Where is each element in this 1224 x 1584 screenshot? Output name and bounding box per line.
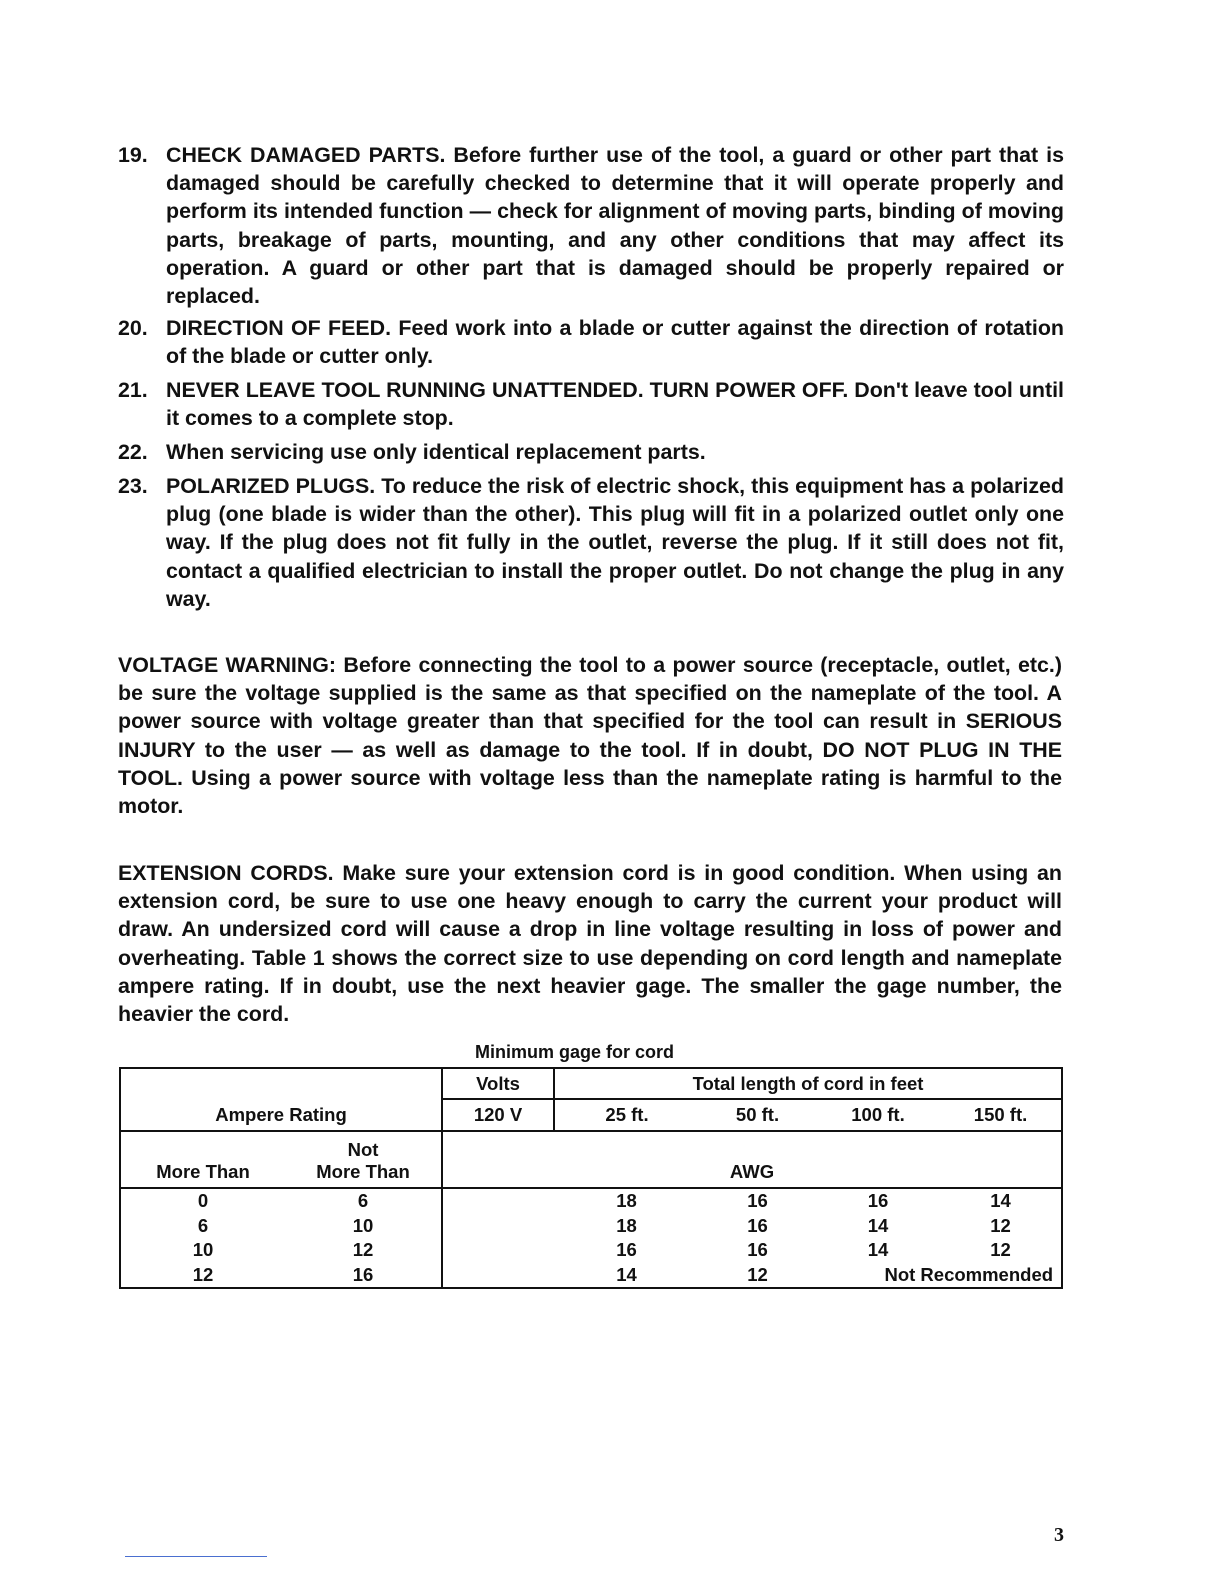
page-number: 3: [1054, 1524, 1064, 1546]
row-gage-100: 14: [867, 1214, 889, 1236]
not-more-than-line2: More Than: [316, 1161, 410, 1182]
item-text: DIRECTION OF FEED. Feed work into a blade or cutter against the direction of rotation of the blade or cutter only.: [166, 316, 1064, 369]
row-gage-25: 14: [554, 1263, 699, 1289]
safety-item-19: [118, 141, 1064, 310]
item-number: 20.: [118, 316, 148, 340]
ampere-rating-header: Ampere Rating: [120, 1099, 442, 1131]
row-gage-100: 14: [867, 1239, 889, 1261]
length-50ft: 50 ft.: [699, 1099, 816, 1131]
row-gage-25: 18: [616, 1190, 637, 1212]
safety-item-21: [118, 376, 1064, 432]
row-gage-150: 12: [940, 1214, 1062, 1239]
voltage-warning-paragraph: VOLTAGE WARNING: Before connecting the tool to a power source (receptacle, outlet, etc.) be sure the voltage supplied is the same as that specified on the nameplate of the tool. A power source with voltage greater than that specified for the tool can result in SERIOUS INJURY to the user — as well as damage to the tool. If in doubt, DO NOT PLUG IN THE TOOL. Using a power source with voltage less than the nameplate rating is harmful to the motor.: [118, 653, 1062, 819]
length-header: Total length of cord in feet: [554, 1068, 1062, 1099]
more-than-header: More Than: [120, 1131, 285, 1188]
length-25ft: 25 ft.: [554, 1099, 699, 1131]
not-more-than-line1: Not: [347, 1139, 379, 1160]
item-text: CHECK DAMAGED PARTS. Before further use of the tool, a guard or other part that is damaged should be carefully checked to determine that it will operate properly and perform its intended function — check for alignment of moving parts, binding of moving parts, breakage of parts, mounting, and any other conditions that may affect its operation. A guard or other part that is damaged should be properly repaired or replaced.: [166, 143, 1064, 309]
row-gage-25: 16: [616, 1239, 637, 1261]
footer-rule: [125, 1556, 267, 1557]
item-text: NEVER LEAVE TOOL RUNNING UNATTENDED. TURN POWER OFF. Don't leave tool until it comes to a complete stop.: [166, 378, 1064, 431]
row-gage-50: 16: [747, 1190, 768, 1212]
row-not-more-than: 6: [285, 1188, 442, 1214]
item-number: 21.: [118, 378, 148, 402]
awg-header: AWG: [442, 1131, 1062, 1188]
row-not-more-than: 16: [285, 1263, 442, 1289]
row-volts-blank: [442, 1263, 554, 1289]
length-150ft: 150 ft.: [940, 1099, 1062, 1131]
item-text: When servicing use only identical replacement parts.: [166, 440, 706, 464]
cord-gage-table: [119, 1067, 1063, 1289]
row-more-than: 0: [120, 1188, 285, 1214]
row-more-than: 6: [120, 1214, 285, 1239]
row-not-recommended: Not Recommended: [816, 1263, 1062, 1289]
safety-item-23: [118, 472, 1064, 613]
row-not-more-than: 10: [285, 1214, 442, 1239]
row-volts-blank: [442, 1238, 554, 1263]
length-100ft: 100 ft.: [816, 1099, 940, 1131]
volts-value: 120 V: [442, 1099, 554, 1131]
item-text: POLARIZED PLUGS. To reduce the risk of electric shock, this equipment has a polarized plug (one blade is wider than the other). This plug will fit in a polarized outlet only one way. If the plug does not fit fully in the outlet, reverse the plug. If it still does not fit, contact a qualified electrician to install the proper outlet. Do not change the plug in any way.: [166, 474, 1064, 611]
row-more-than: 12: [120, 1263, 285, 1289]
volts-header: Volts: [442, 1068, 554, 1099]
item-number: 19.: [118, 143, 148, 167]
ampere-header-top: [120, 1068, 442, 1099]
table-caption: Minimum gage for cord: [475, 1042, 675, 1062]
extension-cords-paragraph: EXTENSION CORDS. Make sure your extension cord is in good condition. When using an extension cord, be sure to use one heavy enough to carry the current your product will draw. An undersized cord will cause a drop in line voltage resulting in loss of power and overheating. Table 1 shows the correct size to use depending on cord length and nameplate ampere rating. If in doubt, use the next heavier gage. The smaller the gage number, the heavier the cord.: [118, 861, 1062, 1027]
safety-item-20: [118, 314, 1064, 370]
row-gage-100: 16: [867, 1190, 889, 1212]
row-gage-150: 14: [940, 1188, 1062, 1214]
row-gage-50: 16: [747, 1239, 768, 1261]
safety-item-22: [118, 438, 1064, 466]
item-number: 22.: [118, 440, 148, 464]
row-gage-25: 18: [616, 1214, 637, 1236]
row-gage-150: 12: [940, 1238, 1062, 1263]
row-gage-50: 12: [699, 1263, 816, 1289]
row-gage-50: 16: [747, 1214, 768, 1236]
row-volts-blank: [442, 1188, 554, 1214]
row-more-than: 10: [120, 1238, 285, 1263]
item-number: 23.: [118, 474, 148, 498]
row-volts-blank: [442, 1214, 554, 1239]
not-more-than-header: [285, 1131, 442, 1188]
row-not-more-than: 12: [285, 1238, 442, 1263]
